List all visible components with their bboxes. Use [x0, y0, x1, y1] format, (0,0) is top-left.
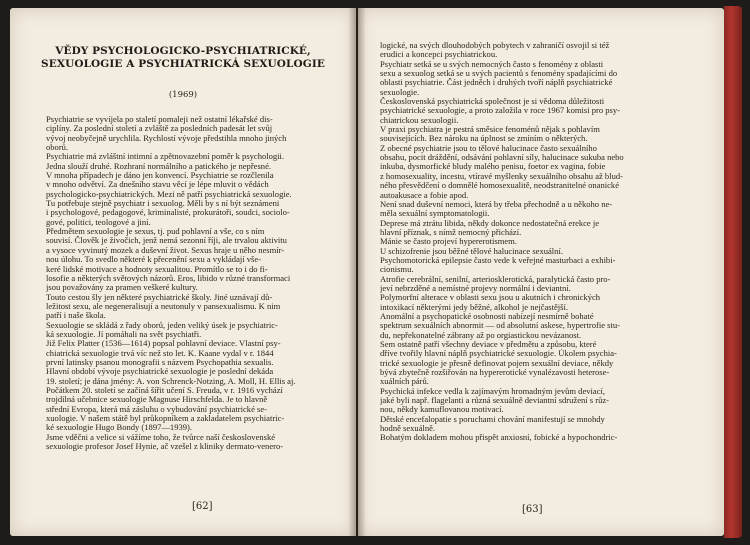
text-line: keré lidské motivace a hodnoty sexualitou. Promítlo se to i do fi-	[46, 264, 268, 274]
text-line: xuálních párů.	[380, 377, 429, 387]
text-line: bývá zbytečně rozšiřován na hypererotické vynalézavosti heterose-	[380, 368, 610, 378]
text-line: dříve tvořily hlavní náplň psychiatrické sexuologie. Úkolem psychia-	[380, 349, 617, 359]
text-line: Bohatým dokladem mohou přispět anxiosní, fobické a hypochondric-	[380, 433, 618, 443]
text-line: Jsme vděčni a velice si vážíme toho, že tvůrce naší československé	[46, 432, 276, 442]
text-line: i psychologové, pedagogové, kriminalisté, prokurátoři, soudci, sociolo-	[46, 208, 290, 218]
book-gutter	[348, 8, 366, 536]
text-line: gové, politici, teologové a jiní.	[46, 217, 151, 227]
text-line: sexu a sexuolog setká se u svých pacientů s fenomény spadajícími do	[380, 69, 618, 79]
right-page-body	[380, 41, 688, 443]
text-line: 19. století; je dána jmény: A. von Schrenck-Notzing, A. Moll, H. Ellis aj.	[46, 376, 296, 386]
text-line: ležitost sexu, ale negeneralisují a neutonuly v pansexualismu. K nim	[46, 301, 281, 311]
right-page	[358, 8, 724, 536]
text-line: sexuologie profesor Josef Hynie, ač vzešel z kliniky dermato-venero-	[46, 442, 284, 452]
text-line: Sexuologie se skládá z řady oborů, jeden veliký úsek je psychiatric-	[46, 320, 278, 330]
text-line: ká sexuologie. Jí pomáhali na svět psychiatři.	[46, 329, 202, 339]
text-line: inkuba, dysmorfické bludy malého penisu, foetor ex vagina, fobie	[380, 162, 606, 172]
text-line: Dětské encefalopatie s poruchami chování manifestují se mnohdy	[380, 414, 605, 424]
text-line: Jedna slouží druhé. Rozhraní normálního a patického je nepřesné.	[46, 161, 271, 171]
text-line: Počátkem 20. století se začíná šířit učení S. Freuda, v r. 1916 vychází	[46, 385, 283, 395]
text-line: erudici a koncepci psychiatrickou.	[380, 50, 498, 60]
text-line: hodně sexuálně.	[380, 424, 436, 434]
text-line: intoxikací některými jedy běžné, alkohol je nejčastější.	[380, 302, 568, 312]
text-line: vývoj neobyčejně urychlila. Rychlostí vývoje předstihla mnoho jiných	[46, 133, 287, 143]
text-line: v mnoho odvětví. Za dnešního stavu věcí je lépe mluvit o vědách	[46, 180, 269, 190]
text-line: jaké byli např. flagelanti a různá sexuálně deviantní sdružení s růz-	[380, 396, 610, 406]
text-line: Psychiatrie má zvláštní intimní a zpětnovazební poměr k psychologii.	[46, 152, 285, 162]
text-line: chiatrickou sexuologii.	[380, 115, 459, 125]
page-number-left: [62]	[192, 501, 213, 512]
text-line: Psychická infekce vedla k zajímavým hromadným jevům deviací,	[380, 386, 605, 396]
text-line: Hlavní období vývoje psychiatrické sexuologie je poslední dekáda	[46, 367, 274, 377]
text-line: V praxi psychiatra je pestrá směsice fenoménů nějak s pohlavím	[380, 125, 600, 135]
text-line: ného přesvědčení o domnělé homosexualitě, neodstranitelné onanické	[380, 181, 619, 191]
text-line: oborů.	[46, 143, 69, 153]
text-line: z homosexuality, incestu, vtíravé myšlenky sexuálního obsahu až blud-	[380, 171, 623, 181]
text-line: cionismu.	[380, 265, 414, 275]
text-line: spektrum sexuálních abnormit — od absolutní askese, hypertrofie stu-	[380, 321, 620, 331]
text-line: du, nepřekonatelné zábrany až po orgiastickou nevázanost.	[380, 330, 582, 340]
text-line: Není snad duševní nemoci, která by třeba přechodně a u někoho ne-	[380, 199, 613, 209]
text-line: Mánie se často projeví hypererotismem.	[380, 237, 517, 247]
text-line: ké sexuologie Hugo Bondy (1897—1939).	[46, 423, 192, 433]
text-line: Sem ostatně patří všechny deviace v předmětu a způsobu, které	[380, 340, 597, 349]
text-line: autoakusace a fobie apod.	[380, 190, 469, 200]
text-line: měla sexuální symptomatologii.	[380, 209, 490, 219]
text-line: ciplíny. Za poslední století a zvláště za posledních padesát let svůj	[46, 124, 273, 134]
left-page-body	[46, 115, 332, 451]
text-line: obsahu, pocit dráždění, odsávání pohlavní síly, halucinace sukuba nebo	[380, 153, 624, 163]
text-line: sexuologie.	[380, 87, 420, 97]
text-line: jsou považovány za pramen veškeré kultury.	[46, 283, 198, 293]
text-line: Deprese má ztrátu libida, někdy dokonce nedostatečná erekce je	[380, 218, 600, 228]
text-line: Československá psychiatrická společnost je si vědoma důležitosti	[380, 97, 605, 107]
text-line: jeví nebrzděné a nemístné projevy normální i deviantní.	[380, 283, 571, 293]
text-line: V mnoha případech je dáno jen konvencí. Psychiatrie se rozčlenila	[46, 171, 274, 181]
text-line: psychiatrické sexuologie, a proto založila v roce 1967 komisi pro psy-	[380, 106, 620, 116]
page-number-right: [63]	[522, 504, 543, 515]
text-line: patří i naše škola.	[46, 311, 106, 321]
text-line: nou, někdy kamuflovanou motivací.	[380, 405, 504, 415]
text-line: první latinsky psanou monografii s názvem Psychopathia sexualis.	[46, 357, 274, 367]
text-line: trojdílná učebnice sexuologie Magnuse Hirschfelda. Je to hlavně	[46, 395, 268, 405]
text-line: souvisí. Člověk je živočich, jenž nemá sezonní říji, ale trvalou aktivitu	[46, 236, 287, 246]
text-line: Psychiatr setká se u svých nemocných často s fenomény z oblasti	[380, 59, 604, 69]
text-line: souvisejících. Bez nároku na úplnost se zmíním o některých.	[380, 134, 588, 144]
chapter-year: (1969)	[168, 90, 198, 100]
text-line: U schizofrenie jsou běžné tělové halucinace sexuální.	[380, 246, 563, 256]
text-line: Již Felix Platter (1536—1614) popsal pohlavní deviace. Vlastní psy-	[46, 339, 281, 349]
text-line: Atrofie cerebrální, senilní, arteriosklerotická, paralytická často pro-	[380, 274, 611, 284]
text-line: Z obecné psychiatrie jsou to tělové halucinace často sexuálního	[380, 143, 597, 153]
text-line: nou úlohu. To svedlo některé k přecenění sexu a vykládají vše-	[46, 255, 261, 265]
text-line: Polymorfní alterace v oblasti sexu jsou u akutních i chronických	[380, 293, 601, 303]
text-line: střední Evropa, která má zásluhu o vybudování psychiatrické se-	[46, 404, 267, 414]
text-line: Předmětem sexuologie je sexus, tj. pud pohlavní a vše, co s ním	[46, 227, 265, 237]
text-line: psychologicko-psychiatrických. Mezi ně patří psychiatrická sexuologie.	[46, 189, 292, 199]
text-line: a vysoce vyvinutý mozek a duševní život. Sexus hraje u něho nesmír-	[46, 245, 285, 255]
left-page	[10, 8, 356, 536]
text-line: Anomální a psychopatické osobnosti nabízejí nesmírně bohaté	[380, 311, 594, 321]
text-line: Psychomotorická epilepsie často vede k veřejné masturbaci a exhibi-	[380, 255, 616, 265]
text-line: oblasti psychiatrie. Část jedněch i druhých tvoří náplň psychiatrické	[380, 78, 613, 88]
text-line: chiatrická sexuologie trvá víc než sto let. K. Kaane vydal v r. 1844	[46, 348, 274, 358]
text-line: losofie a některých světových názorů. Eros, libido v různé transformaci	[46, 273, 291, 283]
text-line: Tu potřebuje stejně psychiatr i sexuolog. Měli by s ní být seznámeni	[46, 199, 280, 209]
chapter-title-line-1: VĚDY PSYCHOLOGICKO-PSYCHIATRICKÉ,	[55, 45, 311, 57]
text-line: Touto cestou šly jen některé psychiatrické školy. Jiné uznávají dů-	[46, 292, 273, 302]
text-line: xuologie. V našem státě byl průkopníkem a zakladatelem psychiatric-	[46, 414, 285, 423]
text-line: logické, na svých dlouhodobých pobytech v zahraničí osvojil si též	[380, 41, 610, 50]
book-cover-edge	[724, 6, 742, 538]
text-line: hlavní příznak, s nímž nemocný přichází.	[380, 227, 522, 237]
chapter-title-line-2: SEXUOLOGIE A PSYCHIATRICKÁ SEXUOLOGIE	[41, 58, 325, 70]
text-line: trické sexuologie je přesně definovat pojem sexuální deviace, někdy	[380, 358, 614, 368]
text-line: Psychiatrie se vyvíjela po staletí pomalejі než ostatní lékařské dis-	[46, 115, 273, 124]
